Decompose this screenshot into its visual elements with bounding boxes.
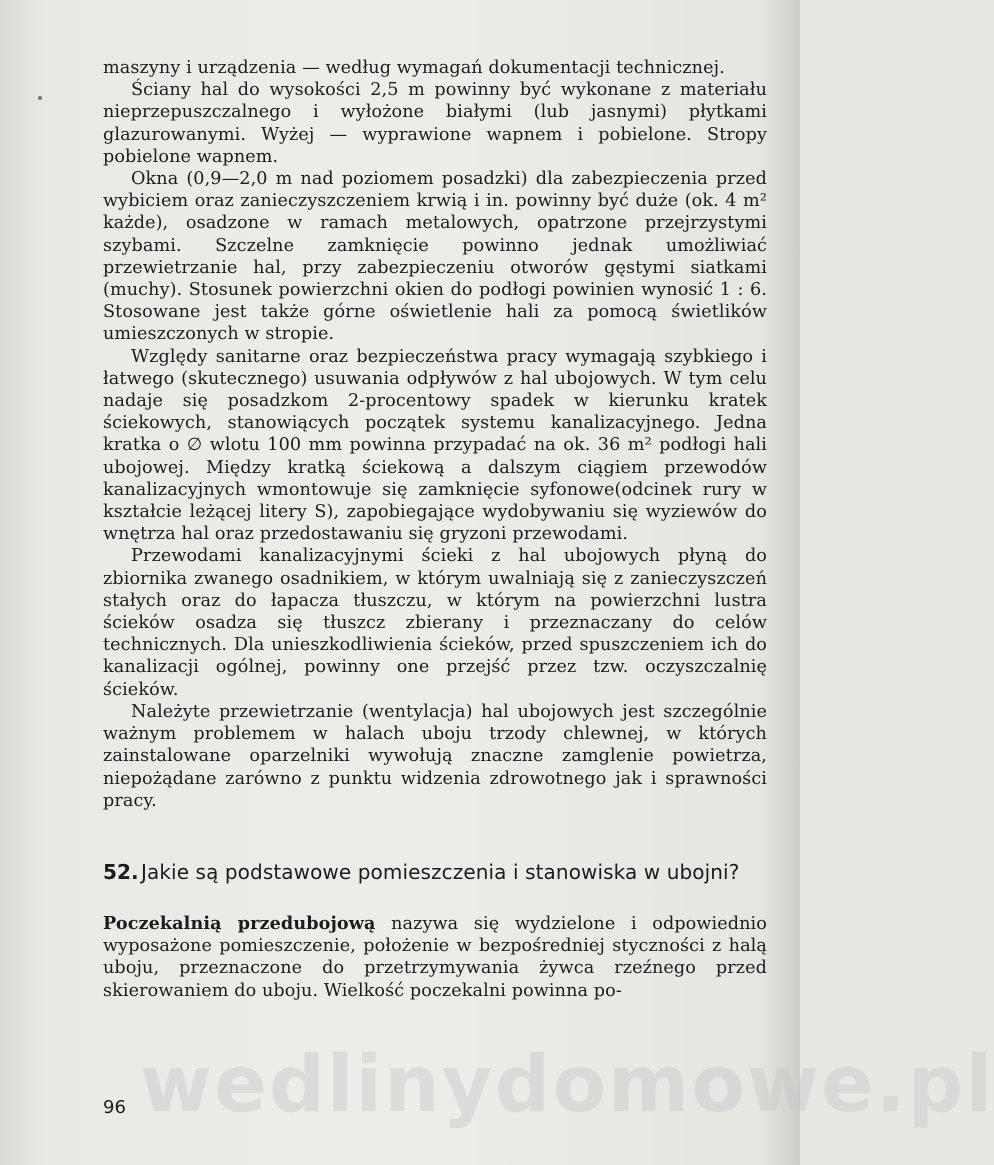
text-column [103, 57, 767, 1002]
paragraph-drainage: Względy sanitarne oraz bezpieczeństwa pracy wymagają szybkiego i łatwego (skutecznego) usuwania odpływów z hal ubojowych. W tym celu nadaje się posadzkom 2-procentowy spadek w kierunku kratek ściekowych, stanowiących początek systemu kanalizacyjnego. Jedna kratka o ∅ wlotu 100 mm powinna przypadać na ok. 36 m² podłogi hali ubojowej. Między kratką ściekową a dalszym ciągiem przewodów kanalizacyjnych wmontowuje się zamknięcie syfonowe(odcinek rury w kształcie leżącej litery S), zapobiegające wydobywaniu się wyziewów do wnętrza hal oraz przedostawaniu się gryzoni przewodami. [103, 346, 767, 545]
paragraph-walls: Ściany hal do wysokości 2,5 m powinny być wykonane z materiału nieprzepuszczalnego i wyłożone białymi (lub jasnymi) płytkami glazurowanymi. Wyżej — wyprawione wapnem i pobielone. Stropy pobielone wapnem. [103, 80, 767, 167]
paragraph-ventilation: Należyte przewietrzanie (wentylacja) hal ubojowych jest szczególnie ważnym problemem w halach uboju trzody chlewnej, w których zainstalowane oparzelniki wywołują znaczne zamglenie powietrza, niepożądane zarówno z punktu widzenia zdrowotnego jak i sprawności pracy. [103, 701, 767, 811]
lead-text: nazywa się wydzielone i odpowiednio wyposażone pomieszczenie, położenie w bezpośredniej styczności z halą uboju, przeznaczone do przetrzymywania żywca rzeźnego przed skierowaniem do uboju. Wielkość poczekalni powinna po- [103, 913, 767, 1001]
paragraph-windows: Okna (0,9—2,0 m nad poziomem posadzki) dla zabezpieczenia przed wybiciem oraz zanieczyszczeniem krwią i in. powinny być duże (ok. 4 m² każde), osadzone w ramach metalowych, opatrzone przejrzystymi szybami. Szczelne zamknięcie powinno jednak umożliwiać przewietrzanie hal, przy zabezpieczeniu otworów gęstymi siatkami (muchy). Stosunek powierzchni okien do podłogi powinien wynosić 1 : 6. Stosowane jest także górne oświetlenie hali za pomocą świetlików umieszczonych w stropie. [103, 169, 767, 345]
paragraph-continuation: maszyny i urządzenia — według wymagań dokumentacji technicznej. [103, 58, 725, 78]
speck [38, 96, 42, 100]
watermark: wedlinydomowe.pl [140, 1040, 994, 1130]
section-title: Jakie są podstawowe pomieszczenia i stanowiska w ubojni? [141, 859, 740, 884]
section-heading [103, 859, 767, 885]
lead-term: Poczekalnią przedubojową [103, 912, 376, 934]
paragraph-waiting-room [103, 913, 767, 1002]
paragraph-sewage: Przewodami kanalizacyjnymi ścieki z hal ubojowych płyną do zbiornika zwanego osadnikiem, w którym uwalniają się z zanieczyszczeń stałych oraz do łapacza tłuszczu, w którym na powierzchni lustra ścieków osadza się tłuszcz zbierany i przeznaczany do celów technicznych. Dla unieszkodliwienia ścieków, przed spuszczeniem ich do kanalizacji ogólnej, powinny one przejść przez tzw. oczyszczalnię ścieków. [103, 546, 767, 700]
section-number: 52. [103, 859, 139, 884]
page-number: 96 [103, 1097, 126, 1118]
